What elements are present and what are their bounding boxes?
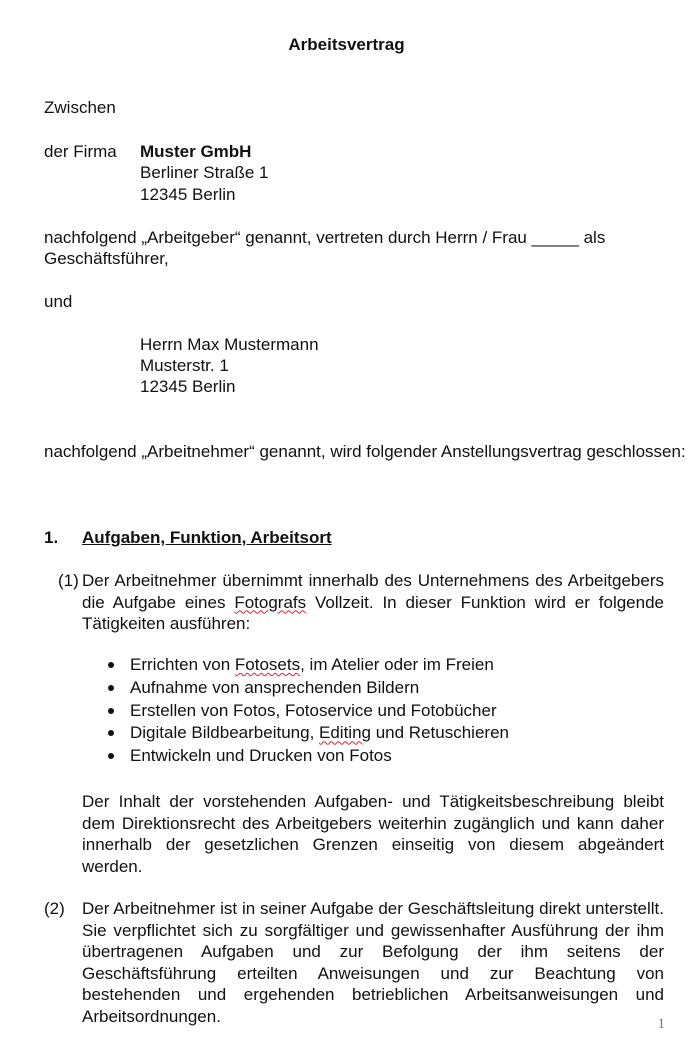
company-name: Muster GmbH bbox=[140, 142, 252, 161]
employer-clause-line2: Geschäftsführer, bbox=[44, 249, 169, 268]
list-item: Errichten von Fotosets, im Atelier oder im Freien bbox=[108, 654, 509, 677]
company-city: 12345 Berlin bbox=[140, 185, 236, 204]
employee-clause: nachfolgend „Arbeitnehmer“ genannt, wird folgender Anstellungsvertrag geschlossen: bbox=[44, 442, 686, 461]
list-item: Erstellen von Fotos, Fotoservice und Fotobücher bbox=[108, 700, 509, 723]
list-item: Digitale Bildbearbeitung, Editing und Retuschieren bbox=[108, 722, 509, 745]
employer-clause-line1: nachfolgend „Arbeitgeber“ genannt, vertreten durch Herrn / Frau _____ als bbox=[44, 228, 606, 247]
company-street: Berliner Straße 1 bbox=[140, 163, 269, 182]
task-list bbox=[108, 654, 509, 768]
employee-city: 12345 Berlin bbox=[140, 377, 236, 396]
paragraph-2: Der Arbeitnehmer ist in seiner Aufgabe der Geschäftsleitung direkt unterstellt. Sie verpflichtet sich zu sorgfältiger und gewissenhafter Ausführung der ihm übertragenen Aufgaben und zur Befolgung der ihm seitens der Geschäftsführung erteilten Anweisungen und zur Beachtung von bestehenden und ergehenden betrieblichen Arbeitsanweisungen und Arbeitsordnungen. bbox=[82, 899, 664, 1026]
list-item: Entwickeln und Drucken von Fotos bbox=[108, 745, 509, 768]
spellcheck-word: Editing bbox=[319, 723, 371, 743]
company-label: der Firma bbox=[44, 142, 117, 161]
spellcheck-word: Fotografs bbox=[234, 592, 307, 612]
between-label: Zwischen bbox=[44, 98, 116, 117]
document-title: Arbeitsvertrag bbox=[288, 35, 405, 54]
employee-name: Herrn Max Mustermann bbox=[140, 335, 319, 354]
paragraph-marker-1: (1) bbox=[58, 571, 79, 590]
spellcheck-word: Fotosets bbox=[234, 655, 301, 674]
list-item: Aufnahme von ansprechenden Bildern bbox=[108, 677, 509, 700]
and-label: und bbox=[44, 292, 73, 311]
section-heading: Aufgaben, Funktion, Arbeitsort bbox=[82, 528, 332, 547]
employee-street: Musterstr. 1 bbox=[140, 356, 229, 375]
paragraph-1-follow: Der Inhalt der vorstehenden Aufgaben- und Tätigkeitsbeschreibung bleibt dem Direktionsrecht des Arbeitgebers weiterhin zugänglich und kann daher innerhalb der gesetzlichen Grenzen einseitig von diesem abgeändert werden. bbox=[82, 792, 664, 876]
section-number: 1. bbox=[44, 528, 59, 547]
page-number: 1 bbox=[657, 1016, 665, 1032]
paragraph-marker-2: (2) bbox=[44, 899, 65, 918]
paragraph-1: Der Arbeitnehmer übernimmt innerhalb des Unternehmens des Arbeitgebers die Aufgabe eines Fotografs Vollzeit. In dieser Funktion wird er folgende Tätigkeiten ausführen: bbox=[82, 571, 664, 633]
